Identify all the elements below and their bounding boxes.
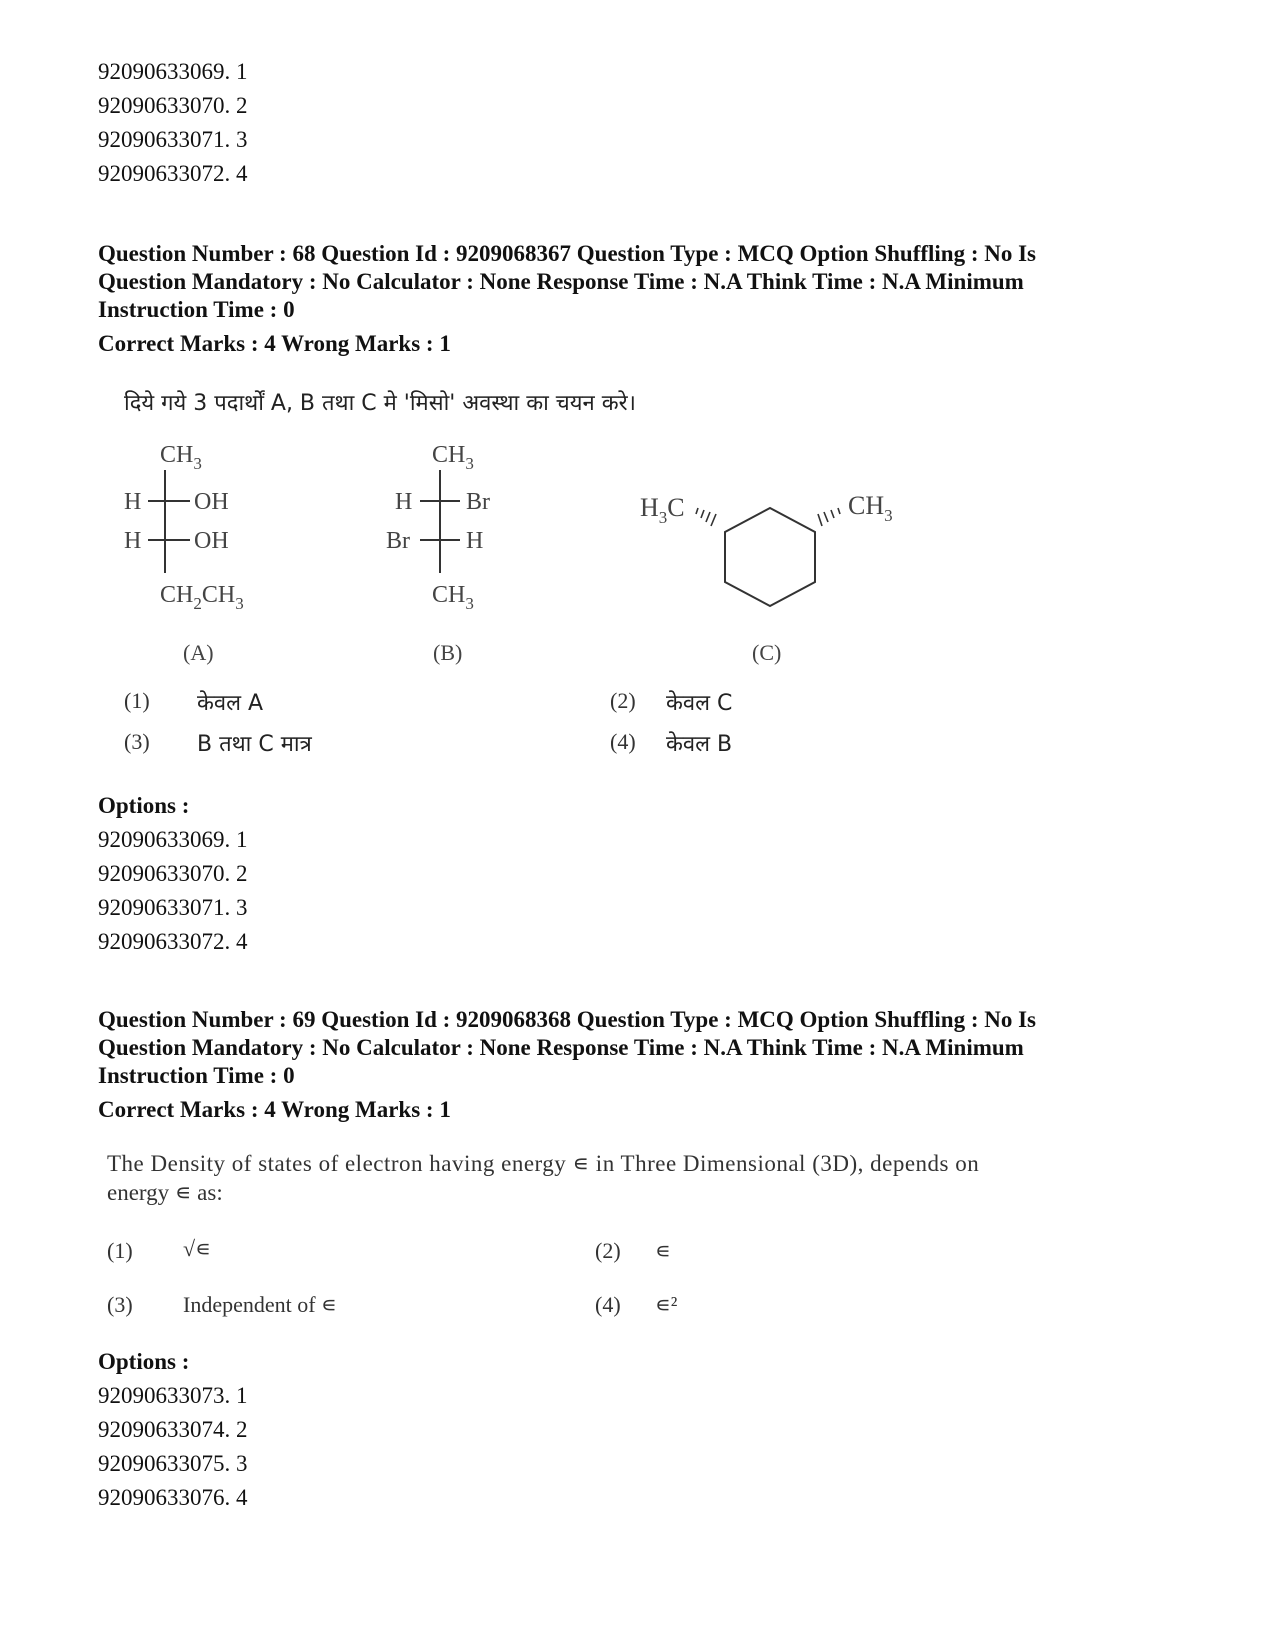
- q68-option-1: 92090633069. 1: [98, 827, 248, 852]
- q69-question-line2: energy ∊ as:: [107, 1180, 223, 1205]
- structure-a-bottom: $CH_2CH_3$: [160, 582, 244, 613]
- top-option-4: 92090633072. 4: [98, 161, 248, 186]
- structure-a-label: (A): [183, 640, 214, 665]
- structure-c: [640, 491, 893, 665]
- structure-a: [124, 442, 244, 665]
- structure-b-row2-right: H: [466, 528, 484, 554]
- structure-a-row2-left: H: [124, 528, 142, 554]
- structure-b-row1-left: H: [395, 489, 413, 515]
- q68-header-line3: Instruction Time : 0: [98, 297, 295, 322]
- structure-c-left-group: $H_3C$: [640, 493, 685, 527]
- structure-c-label: (C): [752, 640, 782, 665]
- q69-option-2: 92090633074. 2: [98, 1417, 248, 1442]
- top-option-1: 92090633069. 1: [98, 59, 248, 84]
- q68-header-line2: Question Mandatory : No Calculator : None Response Time : N.A Think Time : N.A Minimum: [98, 269, 1024, 294]
- structure-b-row1-right: Br: [466, 489, 490, 515]
- q69-marks: Correct Marks : 4 Wrong Marks : 1: [98, 1097, 451, 1122]
- q68-choice-2-num: (2): [610, 688, 636, 713]
- q68-question-text: दिये गये 3 पदार्थों A, B तथा C मे 'मिसो' अवस्था का चयन करे।: [124, 391, 636, 416]
- q68-option-4: 92090633072. 4: [98, 929, 248, 954]
- structure-a-row1-left: H: [124, 489, 142, 515]
- q69-choice-4-text: ∊²: [655, 1292, 678, 1317]
- structure-c-right-group: $CH_3$: [848, 491, 893, 525]
- q68-choice-4-text: केवल B: [666, 732, 733, 757]
- q69-choice-2-num: (2): [595, 1238, 621, 1263]
- structure-b-label: (B): [433, 640, 463, 665]
- q68-header-line1: Question Number : 68 Question Id : 9209068367 Question Type : MCQ Option Shuffling : No Is: [98, 241, 1037, 266]
- q69-header-line1: Question Number : 69 Question Id : 9209068368 Question Type : MCQ Option Shuffling : No Is: [98, 1007, 1037, 1032]
- structure-c-ring: [725, 508, 815, 606]
- q69-options-label: Options :: [98, 1349, 190, 1374]
- q69-question-line1: The Density of states of electron having energy ∊ in Three Dimensional (3D), depends on: [107, 1151, 980, 1176]
- q68-choice-2-text: केवल C: [666, 691, 733, 716]
- structure-a-top: $CH_3$: [160, 442, 202, 473]
- top-option-2: 92090633070. 2: [98, 93, 248, 118]
- q69-header-line2: Question Mandatory : No Calculator : None Response Time : N.A Think Time : N.A Minimum: [98, 1035, 1024, 1060]
- structure-b: [386, 442, 490, 665]
- q69-header-line3: Instruction Time : 0: [98, 1063, 295, 1088]
- q68-structures-figure: [0, 440, 1275, 680]
- q69-choice-3-num: (3): [107, 1292, 133, 1317]
- q68-marks: Correct Marks : 4 Wrong Marks : 1: [98, 331, 451, 356]
- q68-option-2: 92090633070. 2: [98, 861, 248, 886]
- q68-option-3: 92090633071. 3: [98, 895, 248, 920]
- structure-a-row1-right: OH: [194, 489, 229, 515]
- structure-c-right-hashed-bond: [818, 508, 840, 526]
- q69-choice-4-num: (4): [595, 1292, 621, 1317]
- q68-options-label: Options :: [98, 793, 190, 818]
- q69-choice-1-num: (1): [107, 1238, 133, 1263]
- q69-choice-1-text: √∊: [183, 1236, 211, 1261]
- q69-choice-3-text: Independent of ∊: [183, 1292, 337, 1317]
- q68-choice-1-text: केवल A: [197, 691, 264, 716]
- q68-choice-3-text: B तथा C मात्र: [197, 732, 312, 757]
- top-option-3: 92090633071. 3: [98, 127, 248, 152]
- q69-choice-2-text: ∊: [655, 1238, 671, 1263]
- structure-b-bottom: $CH_3$: [432, 582, 474, 613]
- structure-b-top: $CH_3$: [432, 442, 474, 473]
- q69-option-4: 92090633076. 4: [98, 1485, 248, 1510]
- structure-b-row2-left: Br: [386, 528, 410, 554]
- q69-option-1: 92090633073. 1: [98, 1383, 248, 1408]
- q68-choice-3-num: (3): [124, 729, 150, 754]
- structure-c-left-hashed-bond: [696, 508, 716, 526]
- q68-choice-1-num: (1): [124, 688, 150, 713]
- structure-a-row2-right: OH: [194, 528, 229, 554]
- q68-choice-4-num: (4): [610, 729, 636, 754]
- q69-option-3: 92090633075. 3: [98, 1451, 248, 1476]
